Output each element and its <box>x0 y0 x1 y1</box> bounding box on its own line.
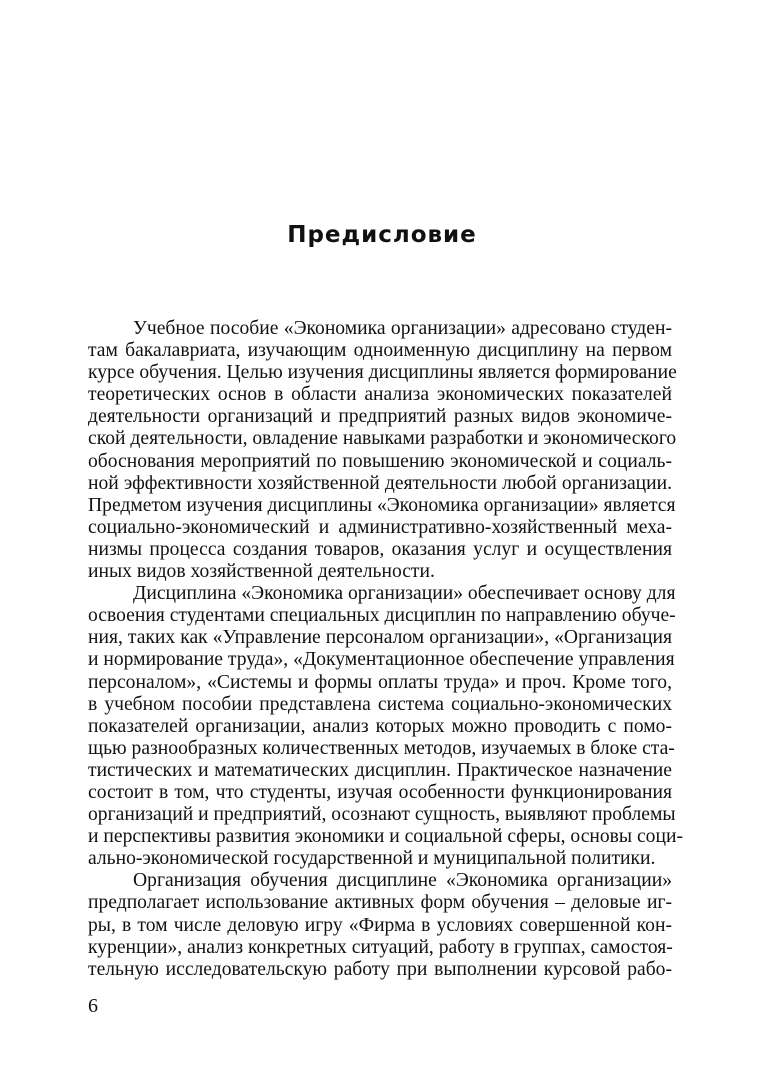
text-line: куренции», анализ конкретных ситуаций, работу в группах, самостоя- <box>88 936 673 958</box>
text-line: щью разнообразных количественных методов, изучаемых в блоке ста- <box>88 737 675 759</box>
text-line: там бакалавриата, изучающим одноименную дисциплину на первом <box>88 340 672 362</box>
text-line: Дисциплина «Экономика организации» обеспечивает основу для <box>133 583 676 605</box>
text-line: деятельности организаций и предприятий разных видов экономиче- <box>88 406 672 428</box>
text-line: состоит в том, что студенты, изучая особенности функционирования <box>88 781 672 803</box>
text-line: ально-экономической государственной и муниципальной политики. <box>88 848 656 870</box>
paragraph-3 <box>88 870 672 980</box>
text-line: предполагает использование активных форм обучения – деловые иг- <box>88 892 672 914</box>
text-line: Предметом изучения дисциплины «Экономика организации» является <box>88 494 676 516</box>
text-line: тистических и математических дисциплин. Практическое назначение <box>88 759 672 781</box>
text-line: иных видов хозяйственной деятельности. <box>88 561 435 583</box>
text-line: в учебном пособии представлена система социально-экономических <box>88 693 672 715</box>
text-line: организаций и предприятий, осознают сущность, выявляют проблемы <box>88 804 676 826</box>
text-line: ной эффективности хозяйственной деятельности любой организации. <box>88 472 672 494</box>
text-line: курсе обучения. Целью изучения дисциплины является формирование <box>88 362 677 384</box>
text-line: низмы процесса создания товаров, оказания услуг и осуществления <box>88 538 672 560</box>
text-line: обоснования мероприятий по повышению экономической и социаль- <box>88 450 672 472</box>
text-line: Организация обучения дисциплине «Экономика организации» <box>133 870 672 892</box>
text-line: Учебное пособие «Экономика организации» адресовано студен- <box>133 318 672 339</box>
text-line: теоретических основ в области анализа экономических показателей <box>88 384 672 406</box>
text-line: и перспективы развития экономики и социальной сферы, основы соци- <box>88 826 683 848</box>
text-line: показателей организации, анализ которых можно проводить с помо- <box>88 715 672 737</box>
text-line: ской деятельности, овладение навыками разработки и экономического <box>88 428 677 450</box>
text-line: социально-экономический и административно-хозяйственный меха- <box>88 516 672 538</box>
paragraph-1 <box>88 318 677 583</box>
text-line: ния, таких как «Управление персоналом организации», «Организация <box>88 627 672 649</box>
paragraph-2 <box>88 583 683 870</box>
text-line: тельную исследовательскую работу при выполнении курсовой рабо- <box>88 958 672 980</box>
page-title: Предисловие <box>287 222 477 248</box>
body-text <box>88 318 683 981</box>
page-number: 6 <box>88 995 98 1017</box>
text-line: и нормирование труда», «Документационное обеспечение управления <box>88 649 675 671</box>
text-line: ры, в том числе деловую игру «Фирма в условиях совершенной кон- <box>88 914 672 936</box>
text-line: персоналом», «Системы и формы оплаты труда» и проч. Кроме того, <box>88 671 672 693</box>
text-line: освоения студентами специальных дисциплин по направлению обуче- <box>88 605 676 627</box>
